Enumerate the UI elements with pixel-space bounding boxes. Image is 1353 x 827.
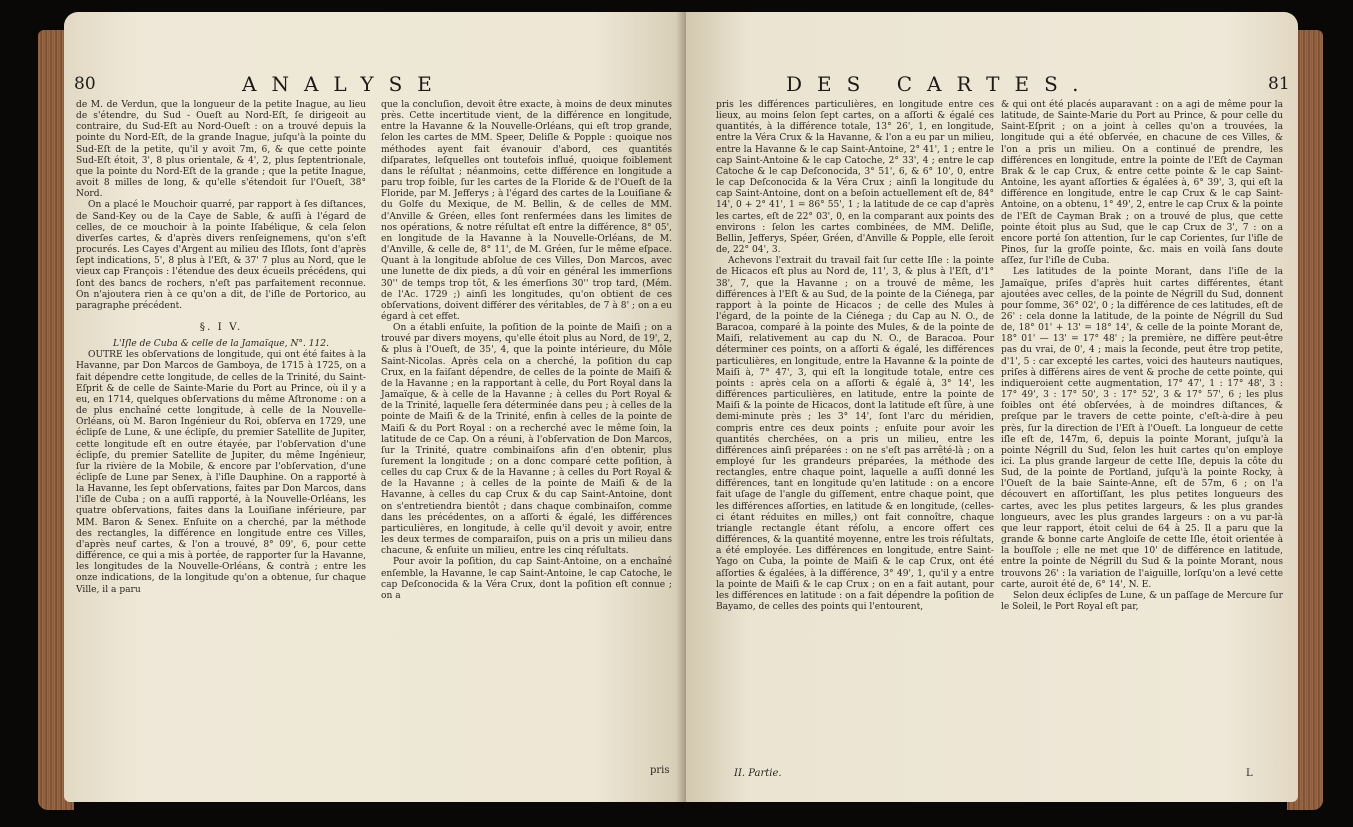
right-page	[686, 12, 1298, 802]
signature-mark: II. Partie.	[734, 768, 782, 779]
running-head-right: DES CARTES.	[786, 72, 1094, 96]
right-column-2	[1001, 100, 1283, 613]
paragraph: pris les différences particulières, en longitude entre ces lieux, au moins ſelon ſept cartes, on a aſſorti & égalé ces quantités, à la différence totale, 13° 26', 1, en longitude, entre la Véra Crux & la Havanne, & l'on a eu par un milieu, entre la Havanne & le cap Saint-Antoine, 2° 41', 1 ; entre le cap Saint-Antoine & le cap Catoche, 2° 33', 4 ; entre le cap Catoche & le cap Deſconocida, 3° 51', 6, & 6° 10', 0, entre le cap Deſconocida & la Véra Crux ; ainſi la longitude du cap Saint-Antoine, dont on a beſoin actuellement eſt de, 84° 14', 0 + 2° 41', 1 = 86° 55', 1 ; la latitude de ce cap d'après les cartes, eſt de 22° 03', 0, en la comparant aux points des environs : ſelon les cartes combinées, de MM. Deliſle, Bellin, Jefferys, Spéer, Gréen, d'Anville & Popple, elle ſeroit de, 22° 04', 3.	[716, 100, 994, 256]
running-head-left: ANALYSE	[242, 72, 447, 96]
left-page	[64, 12, 686, 802]
paragraph: Les latitudes de la pointe Morant, dans l'iſle de la Jamaïque, priſes d'après huit cartes différentes, étant ajoutées avec celles, de la pointe de Négrill du Sud, donnent pour ſomme, 36° 02', 0 ; la différence de ces latitudes, eſt de 26' : cela donne la latitude, de la pointe de Négrill du Sud de, 18° 01' + 13' = 18° 14', & celle de la pointe Morant de, 18° 01' — 13' = 17° 48' ; la première, ne diffère peut-être pas du vrai, de 0', 4 ; mais la ſeconde, peut être trop petite, d'1', 5 : car excepté les cartes, voici des hauteurs nautiques, priſes à différens aires de vent & proche de cette pointe, qui indiqueroient cette augmentation, 17° 47', 1 : 17° 48', 3 : 17° 49', 3 : 17° 50', 3 : 17° 52', 3 & 17° 57', 6 ; les plus foibles ont été obſervées, à de moindres diſtances, & preſque par le travers de cette pointe, c'eſt-à-dire à peu près, ſur la direction de l'Eſt à l'Oueſt. La longueur de cette iſle eſt de, 147m, 6, depuis la pointe Morant, juſqu'à la pointe Négrill du Sud, ſelon les huit cartes qu'on employe ici. La plus grande largeur de cette Iſle, depuis la côte du Sud, de la pointe de Portland, juſqu'à la pointe Rocky, à l'Oueſt de la baie Sainte-Anne, eſt de 57m, 6 ; on l'a découvert en aſſortiſſant, les plus petites longueurs des cartes, avec les plus petites largeurs, & les plus grandes longueurs, avec les plus grandes largeurs : on a vu par-là que leur rapport, étoit celui de 64 à 25. Il a paru que la grande & bonne carte Angloiſe de cette Iſle, étoit orientée à la bouſſole ; elle ne met que 10' de différence en latitude, entre la pointe de Négrill du Sud & la pointe Morant, nous trouvons 26' : la variation de l'aiguille, lorſqu'on a levé cette carte, auroit été de, 6° 14', N. E.	[1001, 267, 1283, 590]
paragraph: Achevons l'extrait du travail fait ſur cette Iſle : la pointe de Hicacos eſt plus au Nord de, 11', 3, & plus à l'Eſt, d'1° 38', 7, que la Havanne ; on a trouvé de même, les différences à l'Eſt & au Sud, de la pointe de la Ciénega, par rapport à la pointe de Hicacos ; de celle des Mules à l'égard, de la pointe de la Ciénega ; du Cap au N. O., de Baracoa, comparé à la pointe des Mules, & de la pointe de Maiſi, relativement au cap du N. O., de Baracoa. Pour déterminer ces points, on a aſſorti & égalé, les différences particulières, en longitude, entre la Havanne & la pointe de Maiſi à, 7° 47', 3, qui eſt la longitude totale, entre ces points : après cela on a aſſorti & égalé à, 3° 14', les différences particulières, en latitude, entre la pointe de Maiſi & la pointe de Hicacos, dont la latitude eſt ſûre, à une demi-minute près ; les 3° 14', ſont l'arc du méridien, compris entre ces deux points ; enſuite pour avoir les quantités cherchées, on a pris un milieu, entre les différences ainſi préparées : on ne s'eſt pas arrêté-là ; on a employé ſur les grandeurs préparées, la méthode des rectangles, entre chaque point, laquelle a auſſi donné les différences, tant en longitude qu'en latitude : on a encore fait uſage de l'angle du giſſement, entre chaque point, que les différences aſſorties, en latitude & en longitude, (celles-ci étant réduites en milles,) ont fait connoître, chaque triangle rectangle étant réſolu, a encore offert ces différences, & la quantité moyenne, entre les trois réſultats, a été employée. Les différences en longitude, entre Saint-Yago on Cuba, la pointe de Maiſi & le cap Crux, ont été aſſorties & égalées, à la différence, 3° 49', 1, qu'il y a entre la pointe de Maiſi & le cap Crux ; on en a fait autant, pour les différences en latitude : on a fait dépendre la poſition de Bayamo, de celles des points qui l'entourent,	[716, 256, 994, 613]
paragraph: Pour avoir la poſition, du cap Saint-Antoine, on a enchaîné enſemble, la Havanne, le cap Saint-Antoine, le cap Catoche, le cap Deſconocida & la Véra Crux, dont la poſition eſt connue ; on a	[381, 557, 672, 601]
page-number-right: 81	[1268, 74, 1290, 94]
paragraph: de M. de Verdun, que la longueur de la petite Inague, au lieu de s'étendre, du Sud - Oueſt au Nord-Eſt, ſe dirigeoit au contraire, du Sud-Eſt au Nord-Oueſt : on a trouvé depuis la pointe du Nord-Eſt, de la grande Inague, juſqu'à la pointe du Sud-Eſt de la petite, qu'il y avoit 7m, 6, & que cette pointe Sud-Eſt étoit, 3', 8 plus orientale, & 4', 2, plus ſeptentrionale, que la pointe du Nord-Eſt de la grande ; que la petite Inague, avoit 8 milles de long, & qu'elle s'étendoit ſur l'Oueſt, 38° Nord.	[76, 100, 366, 200]
left-column-1	[76, 100, 366, 596]
catchword: pris	[650, 765, 670, 776]
signature-letter: L	[1246, 768, 1253, 779]
section-title: L'Iſle de Cuba & celle de la Jamaïque, N°. 112.	[113, 339, 329, 350]
paragraph: OUTRE les obſervations de longitude, qui ont été faites à la Havanne, par Don Marcos de Gamboya, de 1715 à 1725, on a fait dépendre cette longitude, de celles de la Trinité, du Saint-Eſprit & de celle de Sainte-Marie du Port au Prince, où il y a eu, en 1714, quelques obſervations du même Aſtronome : on a de plus enchaîné cette longitude, à celle de la Nouvelle-Orléans, où M. Baron Ingénieur du Roi, obſerva en 1729, une éclipſe de Lune, & une éclipſe, du premier Satellite de Jupiter, cette longitude eſt en outre étayée, par l'obſervation d'une éclipſe, du premier Satellite de Jupiter, du même Ingénieur, ſur la rivière de la Mobile, & encore par l'obſervation, d'une éclipſe de Lune par Senex, à l'iſle Dauphine. On a rapporté à la Havanne, les ſept obſervations, faites par Don Marcos, dans l'iſle de Cuba ; on a auſſi rapporté, à la Nouvelle-Orléans, les quatre obſervations, faites dans la Louiſiane inférieure, par MM. Baron & Senex. Enſuite on a cherché, par la méthode des rectangles, la différence en longitude entre ces Villes, d'après neuf cartes, & l'on a trouvé, 8° 09', 6, pour cette différence, ce qui a mis à portée, de rapporter ſur la Havanne, les longitudes de la Nouvelle-Orléans, & contrà ; entre les onze indications, de la longitude qu'on a obtenue, ſur chaque Ville, il a paru	[76, 350, 366, 595]
page-number-left: 80	[74, 74, 96, 94]
paragraph: On a établi enſuite, la poſition de la pointe de Maiſi ; on a trouvé par divers moyens, qu'elle étoit plus au Nord, de 19', 2, & plus à l'Oueſt, de 35', 4, que la pointe intérieure, du Môle Saint-Nicolas. Après cela on a cherché, la poſition du cap Crux, en la faiſant dépendre, de celles de la pointe de Maiſi & de la Havanne ; en la rapportant à celle, du Port Royal dans la Jamaïque, & à celle de la Havanne ; à celles du Port Royal & de la Trinité, laquelle ſera déterminée dans peu ; à celles de la pointe de Maiſi & de la Trinité, enfin à celles de la pointe de Maiſi & du Port Royal : on a recherché avec le même ſoin, la latitude de ce Cap. On a réuni, à l'obſervation de Don Marcos, ſur la Trinité, quatre combinaiſons afin d'en obtenir, plus ſurement la longitude ; on a donc comparé cette poſition, à celles du cap Crux & de la Havanne ; à celles du Port Royal & de la Havanne ; à celles de la pointe de Maiſi & de la Havanne, à celles du cap Crux & du cap Saint-Antoine, dont on s'entretiendra bientôt ; dans chaque combinaiſon, comme dans les précédentes, on a aſſorti & égalé, les différences particulières, en longitude, à celle qu'il devoit y avoir, entre les deux termes de comparaiſon, puis on a pris un milieu dans chacune, & enſuite un milieu, entre les cinq réſultats.	[381, 323, 672, 557]
section-mark: §. I V.	[199, 320, 243, 333]
paragraph: & qui ont été placés auparavant : on a agi de même pour la latitude, de Sainte-Marie du Port au Prince, & pour celle du Saint-Eſprit ; on a joint à celles qu'on a trouvées, la longitude qui a été obſervée, en chacune de ces Villes, & l'on a pris un milieu. On a continué de prendre, les différences en longitude, entre la pointe de l'Eſt de Cayman Brak & le cap Crux, & entre cette pointe & le cap Saint-Antoine, les ayant aſſorties & égalées à, 6° 39', 3, qui eſt la différence en longitude, entre le cap Crux & le cap Saint-Antoine, on a obtenu, 1° 49', 2, entre le cap Crux & la pointe de l'Eſt de Cayman Brak ; on a trouvé de plus, que cette pointe étoit plus au Sud, que le cap Crux de 3', 7 : on a encore porté ſon attention, ſur le cap Corientes, ſur l'iſle de Pinos, ſur la groſſe pointe, &c. mais en voilà ſans doute aſſez, ſur l'iſle de Cuba.	[1001, 100, 1283, 267]
left-column-2	[381, 100, 672, 602]
paragraph: On a placé le Mouchoir quarré, par rapport à ſes diſtances, de Sand-Key ou de la Caye de Sable, & auſſi à l'égard de celles, de ce mouchoir à la pointe Iſabélique, & cela ſelon diverſes cartes, & d'après divers renſeignemens, qu'on s'eſt procurés. Les Cayes d'Argent au milieu des Iſlots, ſont d'après ſept indications, 5', 8 plus à l'Eſt, & 37' 7 plus au Nord, que le vieux cap François : l'étendue des deux écueils précédens, qui ſont des bancs de rochers, n'eſt pas parfaitement reconnue. On n'ajoutera rien à ce qu'on a dit, de l'iſle de Portorico, au paragraphe précédent.	[76, 200, 366, 311]
paragraph: que la concluſion, devoit être exacte, à moins de deux minutes près. Cette incertitude vient, de la différence en longitude, entre la Havanne & la Nouvelle-Orléans, qui eſt trop grande, ſelon les cartes de MM. Speer, Deliſle & Popple : quoique nos méthodes ayent fait évanouir d'abord, ces quantités diſparates, leſquelles ont toutefois influé, quoique foiblement dans le réſultat ; néanmoins, cette différence en longitude a paru trop foible, ſur les cartes de la Floride & de l'Oueſt de la Floride, par M. Jefferys ; à l'égard des cartes de la Louiſiane & du Golfe du Mexique, de M. Bellin, & de celles de MM. d'Anville & Gréen, elles ſont renfermées dans les limites de nos opérations, & notre réſultat eſt entre la différence, 8° 05', en longitude de la Havanne à la Nouvelle-Orléans, de M. d'Anville, & celle de, 8° 11', de M. Gréen, ſur le même eſpace. Quant à la longitude abſolue de ces Villes, Don Marcos, avec une lunette de dix pieds, a dû voir en général les immerſions 30'' de temps trop tôt, & les émerſions 30'' trop tard, (Mém. de l'Ac. 1729 ;) ainſi les longitudes, qu'on obtient de ces obſervations, doivent différer des véritables, de 7 à 8' ; on a eu égard à cet effet.	[381, 100, 672, 322]
paragraph: Selon deux éclipſes de Lune, & un paſſage de Mercure ſur le Soleil, le Port Royal eſt par,	[1001, 590, 1283, 613]
right-column-1	[716, 100, 994, 613]
open-book	[38, 12, 1323, 812]
